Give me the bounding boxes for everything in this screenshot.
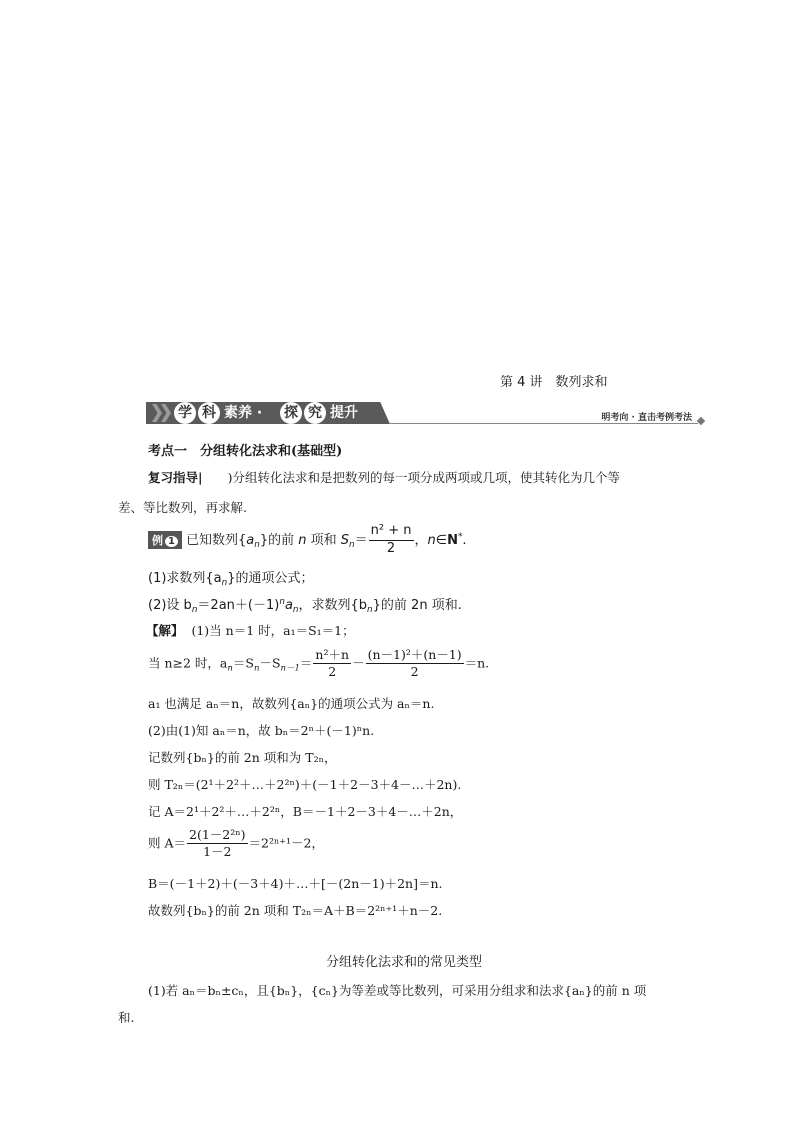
section-banner: [146, 400, 706, 428]
fraction: $\frac{\text{(n－1)²＋(n－1)}}{2}$: [367, 647, 462, 680]
guide-line-2: 差、等比数列，再求解.: [118, 500, 247, 515]
banner-char-circle: 科: [198, 402, 220, 424]
guide-line-1: [148, 468, 620, 486]
diamond-icon: [697, 417, 705, 425]
solution-line-9: B＝(－1＋2)＋(－3＋4)＋…＋[－(2n－1)＋2n]＝n.: [148, 876, 443, 891]
example-badge: 例 1: [148, 531, 182, 549]
question-2: (2)设 $b_n=2an+(-1)^na_n$，求数列$\{b_n\}$的前 2n 项和.: [148, 597, 462, 616]
section-title: 考点一 分组转化法求和(基础型): [148, 444, 343, 459]
solution-line-4: (2)由(1)知 aₙ＝n，故 bₙ＝2ⁿ＋(－1)ⁿn.: [148, 723, 375, 738]
summary-title: 分组转化法求和的常见类型: [326, 955, 483, 970]
summary-line-2: 和.: [118, 1010, 135, 1025]
solution-line-7: 记 A＝2¹＋2²＋…＋2²ⁿ，B＝－1＋2－3＋4－…＋2n，: [148, 804, 463, 819]
fraction: $\frac{\text{n²＋n}}{2}$: [315, 647, 350, 680]
banner-text: 提升: [330, 405, 358, 421]
solution-line-8: 则 A＝ $\frac{\text{2(1－2²ⁿ)}}{1-2}$ ＝2²ⁿ⁺¹－2，: [148, 827, 324, 860]
question-1: (1)求数列$\{a_n\}$的通项公式；: [148, 571, 314, 589]
guide-label: 复习指导|: [148, 470, 228, 485]
fraction: $\frac{\text{2(1－2²ⁿ)}}{1-2}$: [189, 827, 246, 860]
solution-line-10: 故数列{bₙ}的前 2n 项和 T₂ₙ＝A＋B＝2²ⁿ⁺¹＋n－2.: [148, 903, 443, 918]
guide-text: )分组转化法求和是把数列的每一项分成两项或几项，使其转化为几个等: [227, 470, 620, 485]
solution-line-1: 【解】 (1)当 n＝1 时，a₁＝S₁＝1；: [146, 623, 355, 638]
banner-right-text: 明考向 · 直击考例考法: [601, 413, 692, 423]
banner-rule: [390, 423, 698, 424]
solution-label: 【解】: [146, 623, 184, 638]
chapter-header: 第 4 讲 数列求和: [500, 375, 608, 390]
summary-line-1: (1)若 aₙ＝bₙ±cₙ，且{bₙ}，{cₙ}为等差或等比数列，可采用分组求和法求{aₙ}的前 n 项: [148, 983, 647, 998]
solution-line-6: 则 T₂ₙ＝(2¹＋2²＋…＋2²ⁿ)＋(－1＋2－3＋4－…＋2n).: [148, 777, 462, 792]
fraction: $\frac{\text{n² + n}}{2}$: [370, 523, 412, 556]
banner-char-circle: 学: [174, 402, 196, 424]
banner-char-circle: 究: [304, 402, 326, 424]
solution-line-5: 记数列{bₙ}的前 2n 项和为 T₂ₙ，: [148, 750, 337, 765]
solution-line-2: 当 n≥2 时，$a_n=S_n-S_{n-1}=$ $\frac{\text{n²＋n}}{2}$ － $\frac{\text{(n－1)²＋(n－1)}}{2}$ ＝n.: [148, 647, 490, 680]
banner-text: 素养 ·: [224, 405, 263, 421]
example-statement: 例 1 已知数列$\{a_n\}$的前 n 项和 $S_n=$ $\frac{\text{n² + n}}{2}$ ，n∈N*.: [148, 524, 467, 557]
banner-char-circle: 探: [280, 402, 302, 424]
solution-line-3: a₁ 也满足 aₙ＝n，故数列{aₙ}的通项公式为 aₙ＝n.: [148, 696, 435, 711]
